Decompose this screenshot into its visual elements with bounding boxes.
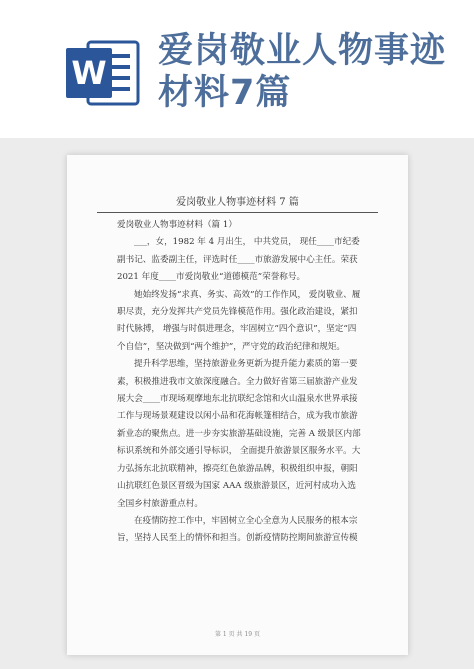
header-divider [97,212,378,213]
document-body [117,217,364,548]
banner-title [158,30,458,114]
word-document-icon [64,34,142,112]
paragraph: 在疫情防控工作中，牢固树立全心全意为人民服务的根本宗旨，坚持人民至上的情怀和担当。创新疫情防控期间旅游宣传模 [117,515,358,544]
section-title: 爱岗敬业人物事迹材料（篇 1） [117,220,237,230]
document-page [67,155,408,655]
page-footer: 第 1 页 共 19 页 [215,631,260,638]
paragraph: 她始终发扬“求真、务实、高效”的工作作风， 爱岗敬业、履职尽责，充分发挥共产党员先锋模范作用。强化政治建设，紧扣时代脉搏， 增强与时俱进理念，牢固树立“四个意识”，坚定“四个自信”，坚决做到“两个维护”，严守党的政治纪律和规矩。 [117,289,361,352]
banner-title-line1: 爱岗敬业人物事迹 [158,31,447,71]
paragraph: ___，女，1982 年 4 月出生， 中共党员， 现任____市纪委副书记、监委副主任，评选时任____市旅游发展中心主任。荣获 2021 年度____市爱岗敬业“道德模范”荣誉称号。 [117,237,360,283]
word-icon-letter: W [71,54,107,92]
page-header: 爱岗敬业人物事迹材料 7 篇 [176,197,299,208]
paragraph: 提升科学思维，坚持旅游业务更新为提升能力素质的第一要素，积极推进我市文旅深度融合。全力做好省第三届旅游产业发展大会____市现场观摩地东北抗联纪念馆和火山温泉水世界承接工作与现场景观建设以闲小品和花海帐篷相结合，成为我市旅游新业态的聚焦点。进一步夯实旅游基础设施，完善 A 级景区内部标识系统和外部交通引导标识， 全面提升旅游景区服务水平。大力弘扬东北抗联精神，擦亮红色旅游品牌，积极组织申报，朝阳山抗联红色景区晋级为国家 AAA 级旅游景区，近河村成功入选全国乡村旅游重点村。 [117,359,361,509]
banner [0,0,474,140]
banner-title-line2: 材料7篇 [158,73,292,113]
